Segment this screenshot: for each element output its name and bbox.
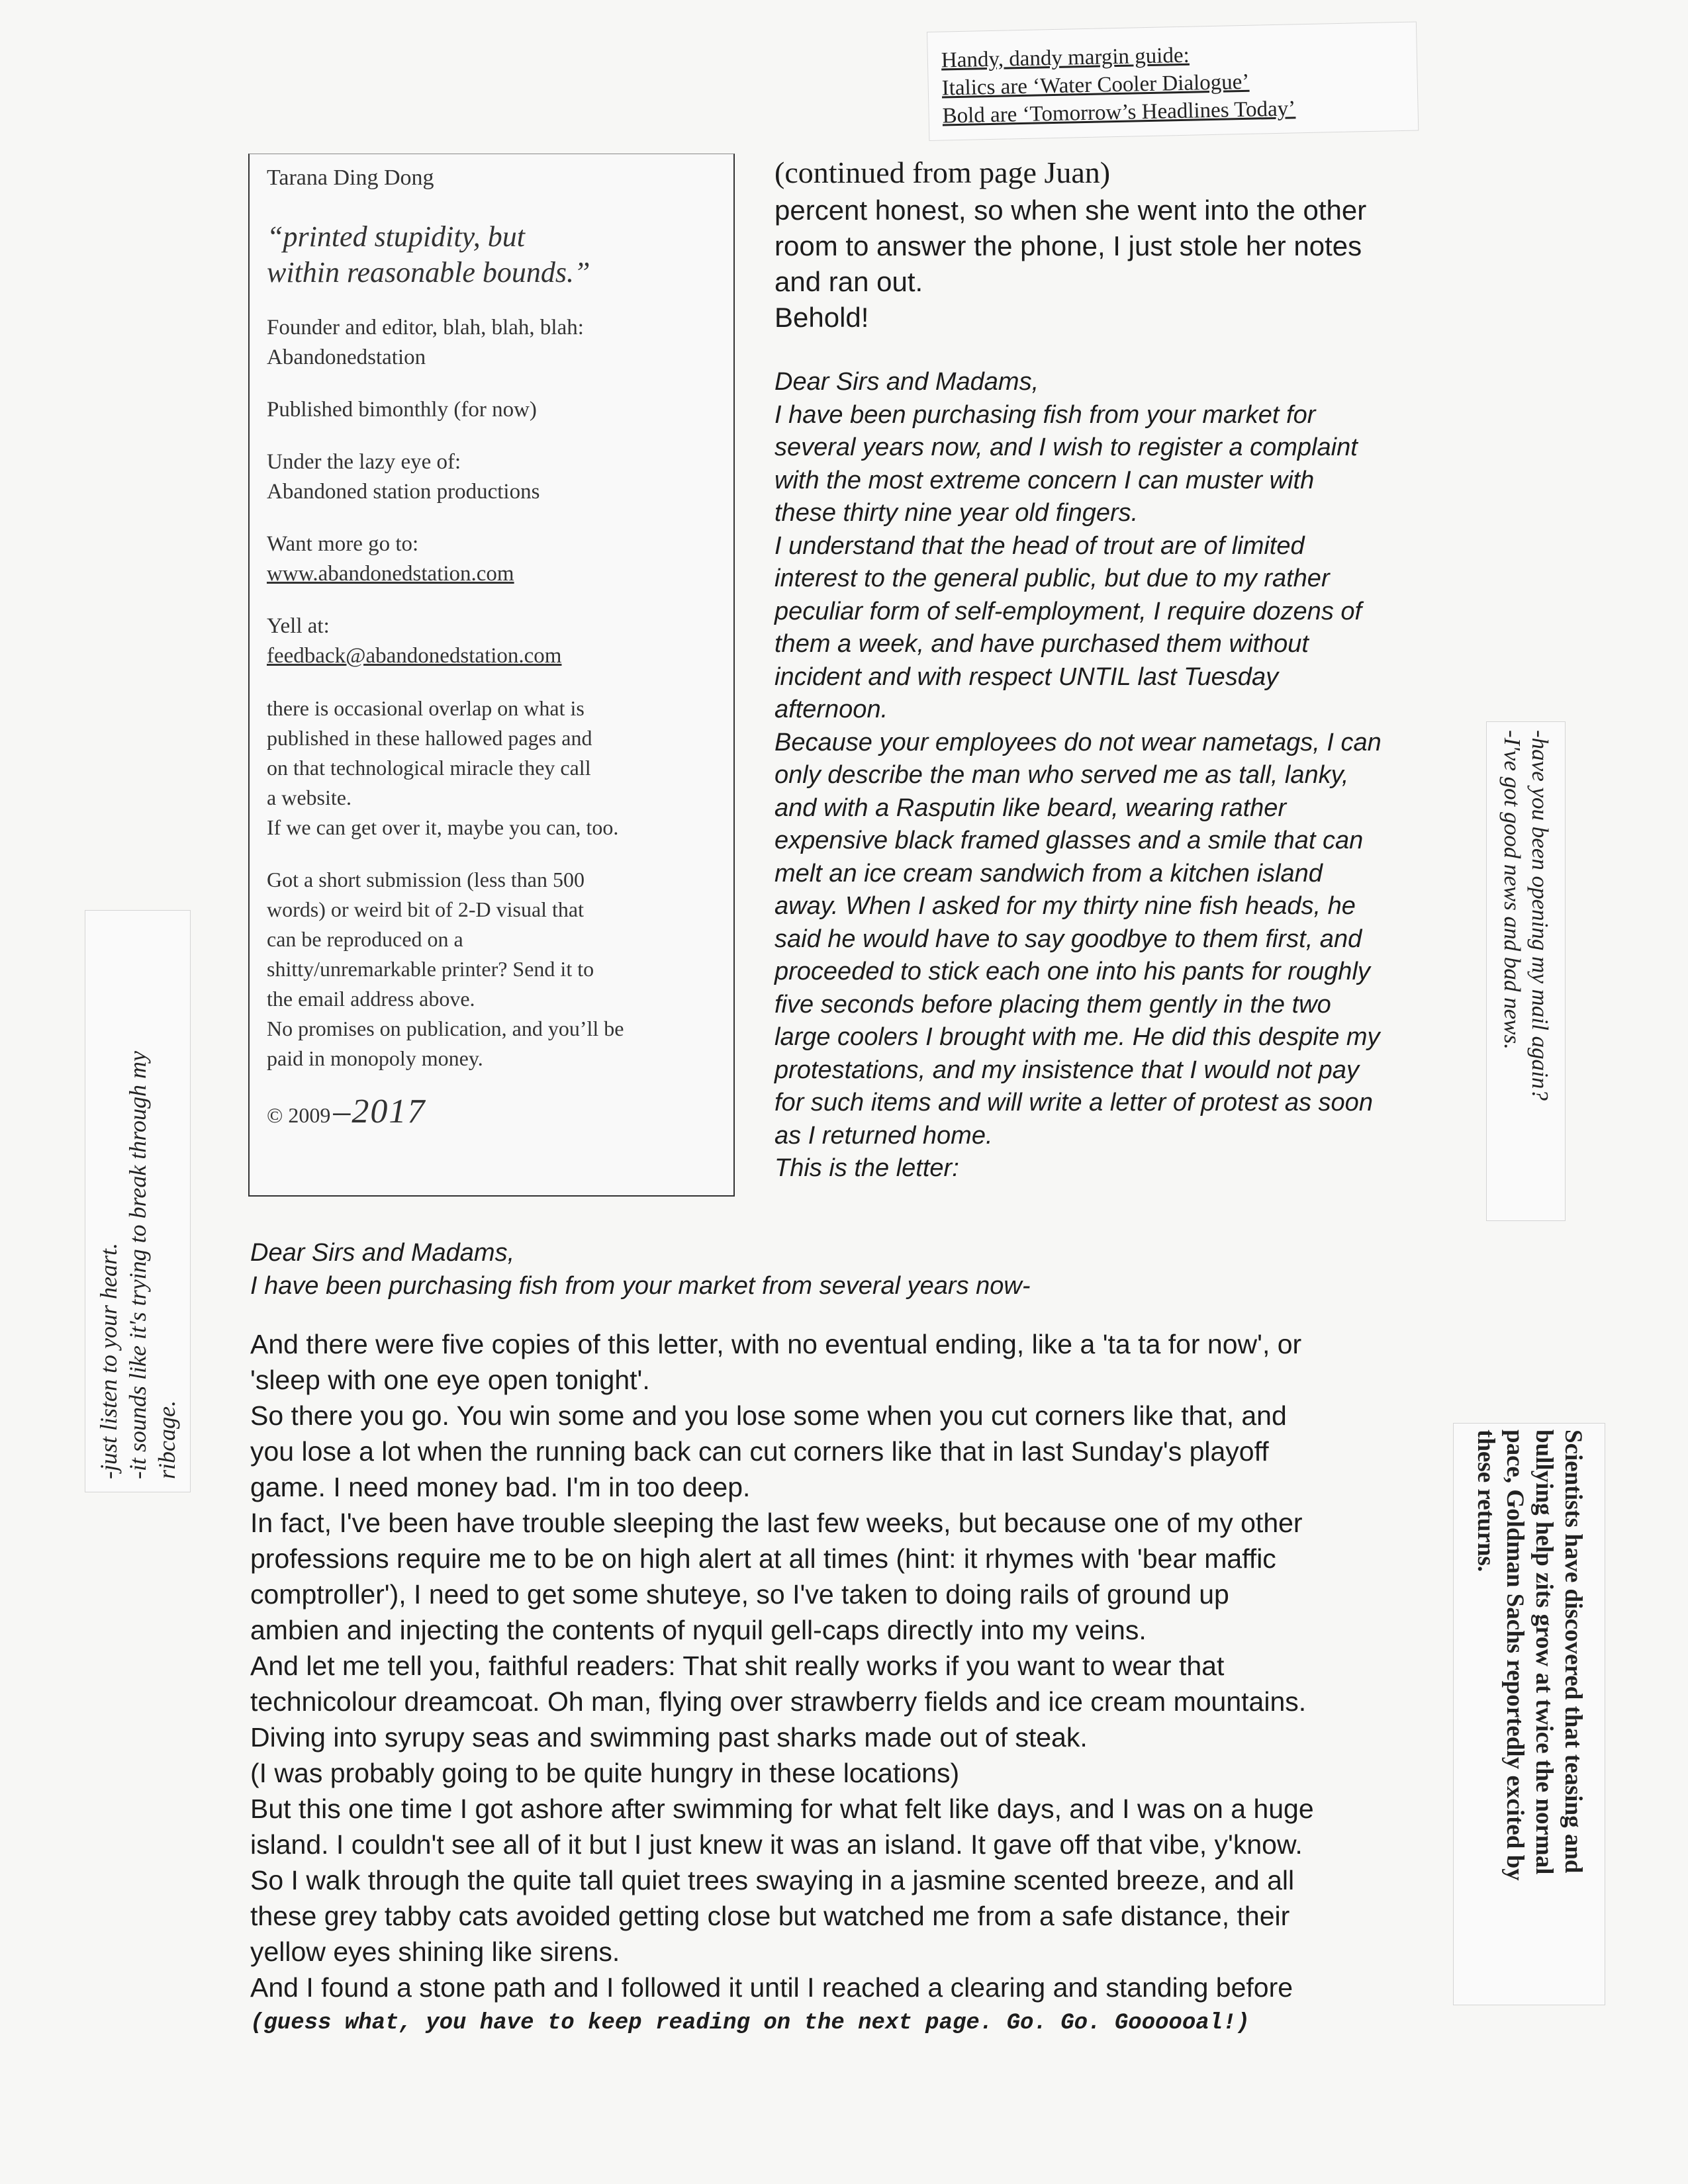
- website-label: Want more go to:: [267, 532, 419, 556]
- lazy-eye-block: [267, 447, 727, 507]
- body-line: yellow eyes shining like sirens.: [250, 1936, 620, 1967]
- body-line: And let me tell you, faithful readers: That shit really works if you want to wear that: [250, 1651, 1225, 1681]
- body-line: game. I need money bad. I'm in too deep.: [250, 1472, 751, 1502]
- complaint-letter: [774, 366, 1456, 1185]
- body-line: (I was probably going to be quite hungry in these locations): [250, 1758, 960, 1788]
- letter-line: these thirty nine year old fingers.: [774, 499, 1139, 527]
- overlap-line: a website.: [267, 786, 352, 809]
- copyright-line: [267, 1092, 727, 1131]
- website-link[interactable]: www.abandonedstation.com: [267, 562, 514, 586]
- editor-label: Founder and editor, blah, blah, blah:: [267, 316, 584, 340]
- margin-note-line: these returns.: [1472, 1430, 1499, 1572]
- lazy-eye-value: Abandoned station productions: [267, 480, 540, 504]
- letter-line: five seconds before placing them gently in the two: [774, 990, 1331, 1019]
- intro-text: [774, 193, 1456, 336]
- submission-line: No promises on publication, and you’ll be: [267, 1017, 624, 1040]
- overlap-line: If we can get over it, maybe you can, too.: [267, 815, 619, 839]
- letter-line: afternoon.: [774, 696, 888, 723]
- letter-line: Dear Sirs and Madams,: [774, 368, 1039, 396]
- submission-line: the email address above.: [267, 987, 475, 1011]
- submission-line: paid in monopoly money.: [267, 1046, 483, 1070]
- body-line: But this one time I got ashore after swimming for what felt like days, and I was on a huge: [250, 1794, 1314, 1824]
- continuation-note: (guess what, you have to keep reading on the next page. Go. Go. Goooooal!): [250, 2011, 1250, 2036]
- margin-note-line: -just listen to your heart.: [95, 1243, 122, 1479]
- letter-line: expensive black framed glasses and a smile that can: [774, 827, 1364, 854]
- letter-line: only describe the man who served me as tall, lanky,: [774, 761, 1349, 789]
- email-link[interactable]: feedback@abandonedstation.com: [267, 644, 562, 668]
- left-margin-note: [94, 923, 181, 1479]
- letter-line: them a week, and have purchased them without: [774, 630, 1309, 658]
- publication-tagline: [267, 219, 727, 291]
- body-line: In fact, I've been have trouble sleeping the last few weeks, but because one of my other: [250, 1508, 1303, 1538]
- letter-line: melt an ice cream sandwich from a kitchen island: [774, 859, 1323, 887]
- margin-guide-italics: Italics are ‘Water Cooler Dialogue’: [941, 69, 1250, 101]
- body-line: Diving into syrupy seas and swimming past sharks made out of steak.: [250, 1722, 1088, 1752]
- letter-line: interest to the general public, but due to my rather: [774, 565, 1330, 592]
- website-block: [267, 529, 727, 589]
- letter-line: peculiar form of self-employment, I require dozens of: [774, 597, 1362, 625]
- copyright-text: © 2009: [267, 1103, 331, 1127]
- copyright-handwritten-year: –2017: [333, 1093, 426, 1130]
- intro-line: room to answer the phone, I just stole her notes: [774, 230, 1362, 261]
- masthead-box: [248, 154, 735, 1197]
- margin-note-line: pace, Goldman Sachs reportedly excited by: [1501, 1430, 1528, 1881]
- editor-value: Abandonedstation: [267, 345, 426, 369]
- body-line: these grey tabby cats avoided getting close but watched me from a safe distance, their: [250, 1901, 1290, 1931]
- body-line: comptroller'), I need to get some shuteye, so I've taken to doing rails of ground up: [250, 1579, 1229, 1610]
- letter-line: with the most extreme concern I can muster with: [774, 466, 1315, 494]
- publication-name: Tarana Ding Dong: [267, 165, 434, 190]
- margin-guide-strip: [927, 22, 1419, 141]
- body-line: So I walk through the quite tall quiet trees swaying in a jasmine scented breeze, and all: [250, 1865, 1295, 1895]
- body-line: island. I couldn't see all of it but I just knew it was an island. It gave off that vibe, y'know.: [250, 1829, 1303, 1860]
- letter-line: for such items and will write a letter of protest as soon: [774, 1089, 1373, 1116]
- letter-line: said he would have to say goodbye to them first, and: [774, 925, 1362, 953]
- letter-line: large coolers I brought with me. He did this despite my: [774, 1023, 1380, 1051]
- editor-block: [267, 313, 727, 373]
- body-line: And there were five copies of this letter, with no eventual ending, like a 'ta ta for now', or: [250, 1329, 1302, 1359]
- story-body: [250, 1326, 1455, 2041]
- left-margin-strip: [85, 910, 191, 1492]
- email-label: Yell at:: [267, 614, 330, 638]
- intro-line: Behold!: [774, 302, 869, 333]
- margin-note-line: ribcage.: [154, 1400, 180, 1479]
- submission-line: words) or weird bit of 2-D visual that: [267, 897, 585, 921]
- intro-line: and ran out.: [774, 266, 923, 297]
- fragment-line: I have been purchasing fish from your market from several years now-: [250, 1272, 1031, 1300]
- margin-guide-bold: Bold are ‘Tomorrow’s Headlines Today’: [942, 97, 1296, 128]
- letter-line: away. When I asked for my thirty nine fish heads, he: [774, 892, 1356, 920]
- submission-note: [267, 865, 727, 1073]
- letter-line: as I returned home.: [774, 1121, 993, 1150]
- margin-note-line: -I've got good news and bad news.: [1499, 729, 1525, 1050]
- letter-line: and with a Rasputin like beard, wearing rather: [774, 794, 1287, 822]
- tagline-line: “printed stupidity, but: [267, 220, 525, 253]
- lazy-eye-label: Under the lazy eye of:: [267, 450, 461, 474]
- letter-line: I understand that the head of trout are of limited: [774, 531, 1305, 560]
- margin-guide-title: Handy, dandy margin guide:: [941, 43, 1190, 73]
- margin-note-line: Scientists have discovered that teasing and: [1560, 1430, 1587, 1874]
- body-line: you lose a lot when the running back can cut corners like that in last Sunday's playoff: [250, 1436, 1269, 1467]
- email-block: [267, 612, 727, 671]
- published-frequency: Published bimonthly (for now): [267, 398, 537, 422]
- margin-note-line: -have you been opening my mail again?: [1527, 729, 1553, 1101]
- overlap-line: on that technological miracle they call: [267, 756, 591, 780]
- lower-section: [250, 1236, 1455, 2041]
- main-column: [774, 154, 1456, 1185]
- letter-line: incident and with respect UNTIL last Tuesday: [774, 662, 1279, 691]
- right-margin-strip-dialogue: [1486, 721, 1566, 1221]
- intro-line: percent honest, so when she went into the other: [774, 195, 1367, 226]
- body-line: technicolour dreamcoat. Oh man, flying over strawberry fields and ice cream mountains.: [250, 1686, 1307, 1717]
- tagline-line: within reasonable bounds.”: [267, 256, 590, 289]
- letter-line: protestations, and my insistence that I would not pay: [774, 1056, 1359, 1084]
- continued-heading: (continued from page Juan): [774, 156, 1111, 189]
- margin-note-line: -it sounds like it's trying to break through my: [124, 1051, 151, 1479]
- letter-fragment: [250, 1236, 1455, 1302]
- body-line: 'sleep with one eye open tonight'.: [250, 1365, 650, 1395]
- right-margin-strip-headline: [1453, 1423, 1605, 2005]
- body-line: So there you go. You win some and you lose some when you cut corners like that, and: [250, 1400, 1287, 1431]
- submission-line: Got a short submission (less than 500: [267, 868, 585, 891]
- submission-line: can be reproduced on a: [267, 927, 463, 951]
- overlap-line: there is occasional overlap on what is: [267, 696, 585, 720]
- overlap-line: published in these hallowed pages and: [267, 726, 592, 750]
- submission-line: shitty/unremarkable printer? Send it to: [267, 957, 594, 981]
- letter-line: I have been purchasing fish from your market for: [774, 400, 1316, 429]
- margin-note-line: bullying help zits grow at twice the normal: [1530, 1430, 1558, 1875]
- right-margin-note-headline: [1471, 1430, 1587, 1999]
- overlap-note: [267, 694, 727, 842]
- fragment-line: Dear Sirs and Madams,: [250, 1239, 515, 1267]
- body-line: And I found a stone path and I followed it until I reached a clearing and standing before: [250, 1972, 1293, 2003]
- letter-line: several years now, and I wish to register a complaint: [774, 433, 1358, 461]
- body-line: ambien and injecting the contents of nyquil gell-caps directly into my veins.: [250, 1615, 1147, 1645]
- body-line: professions require me to be on high alert at all times (hint: it rhymes with 'bear maffic: [250, 1543, 1276, 1574]
- letter-line: proceeded to stick each one into his pants for roughly: [774, 958, 1370, 985]
- right-margin-note-dialogue: [1498, 730, 1554, 1213]
- letter-line: Because your employees do not wear nametags, I can: [774, 728, 1382, 756]
- letter-line: This is the letter:: [774, 1154, 959, 1182]
